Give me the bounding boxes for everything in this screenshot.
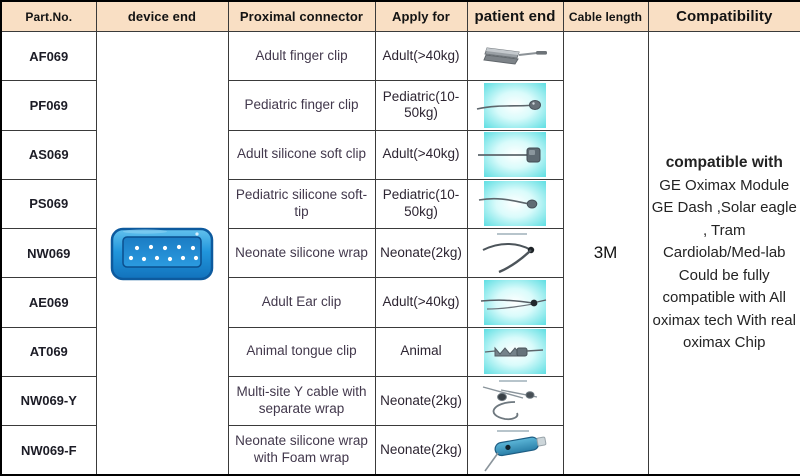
neonate-wrap-photo bbox=[471, 230, 559, 277]
proximal-connector-cell: Neonate silicone wrap bbox=[228, 229, 375, 278]
apply-for-cell: Neonate(2kg) bbox=[375, 229, 467, 278]
proximal-connector-cell: Adult silicone soft clip bbox=[228, 130, 375, 179]
compatibility-title: compatible with bbox=[665, 154, 783, 172]
cable-length-cell: 3M bbox=[563, 32, 648, 476]
part-no-cell: AF069 bbox=[1, 32, 96, 81]
patient-end-cell bbox=[467, 426, 563, 475]
part-no-cell: AE069 bbox=[1, 278, 96, 327]
patient-end-cell bbox=[467, 376, 563, 425]
patient-end-cell bbox=[467, 327, 563, 376]
proximal-connector-cell: Adult finger clip bbox=[228, 32, 375, 81]
apply-for-cell: Neonate(2kg) bbox=[375, 376, 467, 425]
col-header-cable-length: Cable length bbox=[563, 1, 648, 32]
proximal-connector-cell: Animal tongue clip bbox=[228, 327, 375, 376]
proximal-connector-cell: Neonate silicone wrap with Foam wrap bbox=[228, 426, 375, 475]
part-no-cell: NW069-F bbox=[1, 426, 96, 475]
pediatric-soft-tip-photo bbox=[471, 180, 559, 227]
col-header-part-no: Part.No. bbox=[1, 1, 96, 32]
col-header-apply-for: Apply for bbox=[375, 1, 467, 32]
patient-end-cell bbox=[467, 32, 563, 81]
adult-ear-clip-photo bbox=[471, 279, 559, 326]
apply-for-cell: Adult(>40kg) bbox=[375, 278, 467, 327]
patient-end-cell bbox=[467, 229, 563, 278]
patient-end-cell bbox=[467, 130, 563, 179]
compatibility-body: GE Oximax Module GE Dash ,Solar eagle , Tram Cardiolab/Med-lab Could be fully compatible with All oximax tech With real oximax Chip bbox=[651, 176, 797, 352]
part-no-cell: NW069 bbox=[1, 229, 96, 278]
patient-end-cell bbox=[467, 278, 563, 327]
proximal-connector-cell: Multi-site Y cable with separate wrap bbox=[228, 376, 375, 425]
apply-for-cell: Animal bbox=[375, 327, 467, 376]
patient-end-cell bbox=[467, 179, 563, 228]
col-header-proximal-connector: Proximal connector bbox=[228, 1, 375, 32]
blue-db-connector-photo bbox=[107, 214, 217, 292]
proximal-connector-cell: Pediatric silicone soft-tip bbox=[228, 179, 375, 228]
part-no-cell: PS069 bbox=[1, 179, 96, 228]
col-header-patient-end: patient end bbox=[467, 1, 563, 32]
part-no-cell: AT069 bbox=[1, 327, 96, 376]
adult-finger-clip-photo bbox=[471, 33, 559, 80]
apply-for-cell: Adult(>40kg) bbox=[375, 32, 467, 81]
animal-tongue-clip-photo bbox=[471, 328, 559, 375]
part-no-cell: PF069 bbox=[1, 81, 96, 130]
part-no-cell: AS069 bbox=[1, 130, 96, 179]
patient-end-cell bbox=[467, 81, 563, 130]
table-row bbox=[1, 32, 800, 81]
apply-for-cell: Pediatric(10-50kg) bbox=[375, 179, 467, 228]
header-row bbox=[1, 1, 800, 32]
pediatric-finger-clip-photo bbox=[471, 82, 559, 129]
col-header-device-end: device end bbox=[96, 1, 228, 32]
proximal-connector-cell: Adult Ear clip bbox=[228, 278, 375, 327]
col-header-compatibility: Compatibility bbox=[648, 1, 800, 32]
apply-for-cell: Neonate(2kg) bbox=[375, 426, 467, 475]
compatibility-cell bbox=[648, 32, 800, 476]
device-end-cell bbox=[96, 32, 228, 476]
apply-for-cell: Pediatric(10-50kg) bbox=[375, 81, 467, 130]
part-no-cell: NW069-Y bbox=[1, 376, 96, 425]
apply-for-cell: Adult(>40kg) bbox=[375, 130, 467, 179]
multi-site-y-cable-photo bbox=[471, 377, 559, 424]
proximal-connector-cell: Pediatric finger clip bbox=[228, 81, 375, 130]
neonate-foam-wrap-photo bbox=[471, 427, 559, 474]
adult-soft-clip-photo bbox=[471, 131, 559, 178]
